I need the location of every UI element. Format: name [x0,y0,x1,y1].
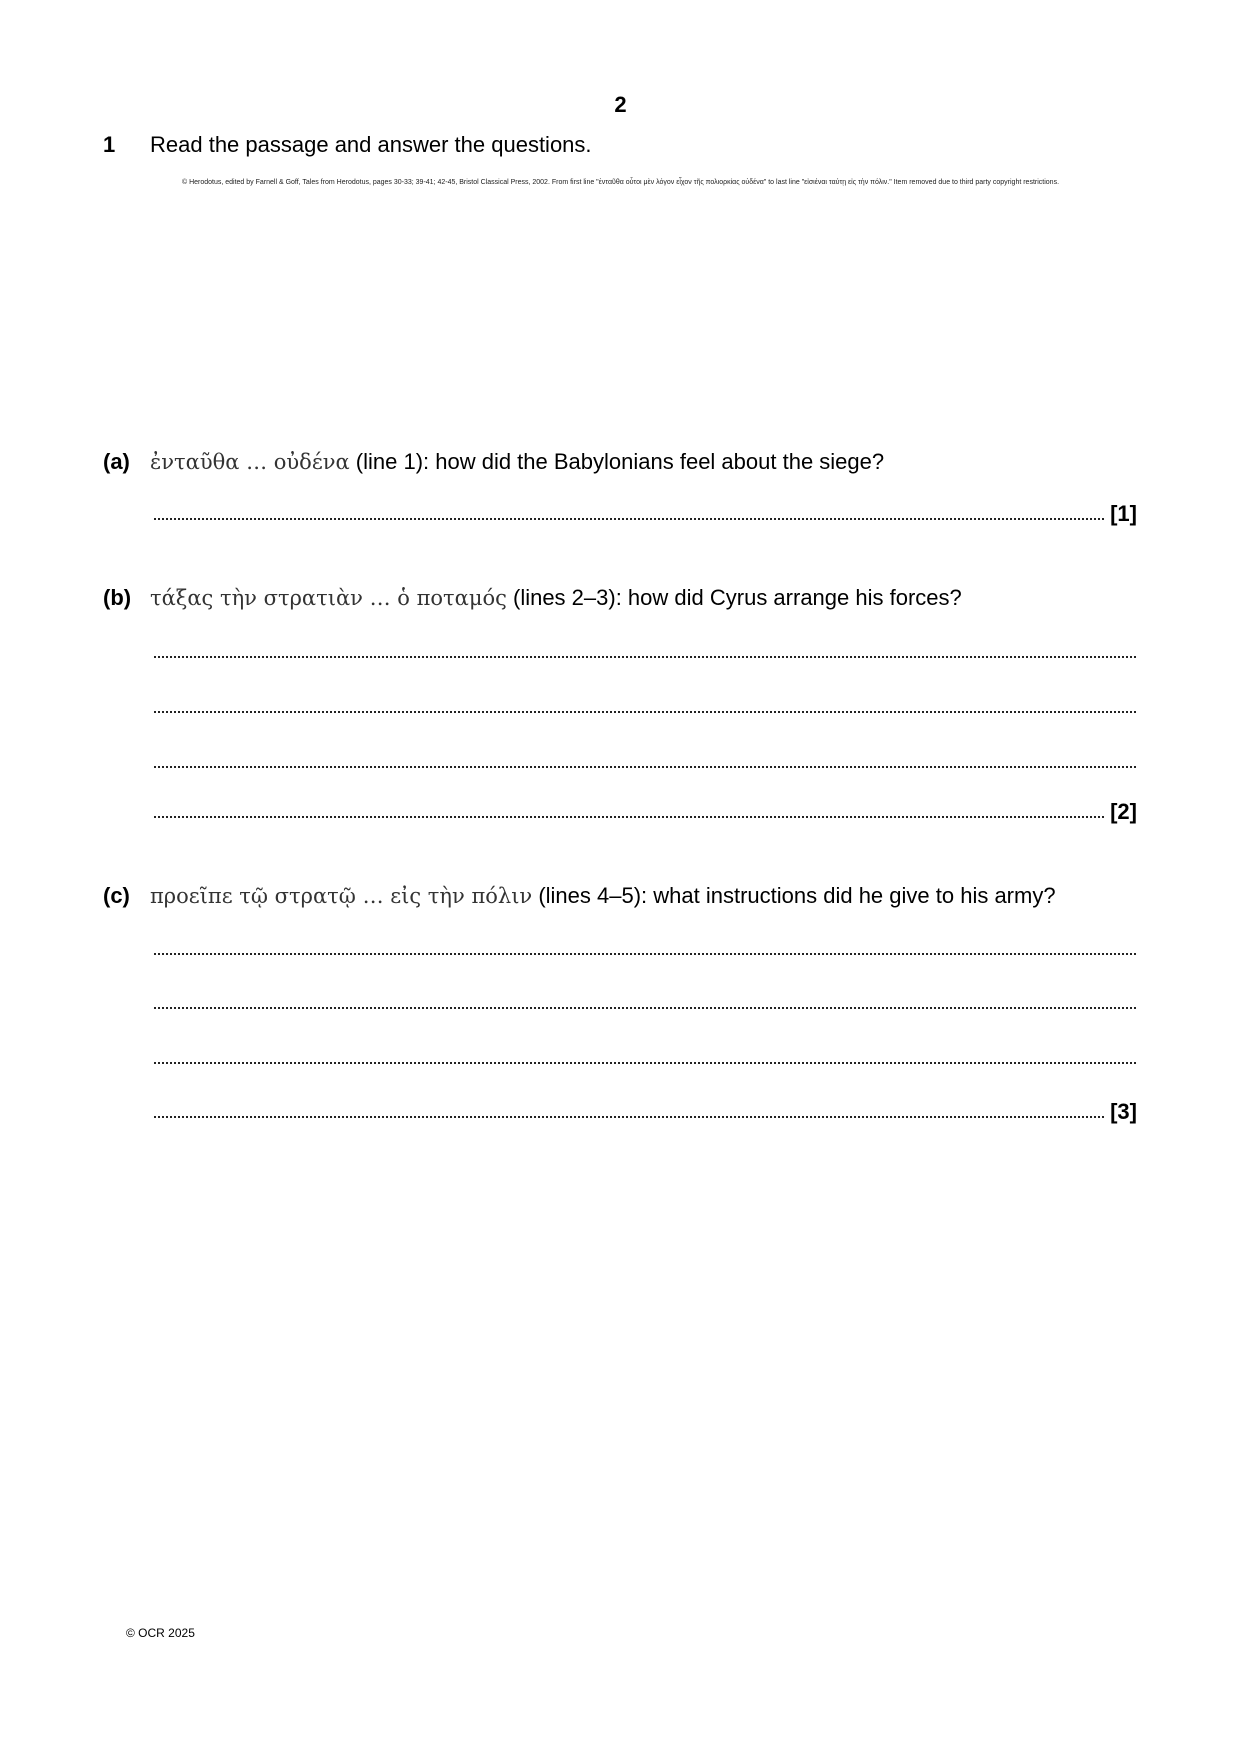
greek-reference: ἐνταῦθα … οὐδένα [150,450,350,474]
dotted-line [153,814,1104,820]
page-number: 2 [614,92,627,117]
dotted-line [153,709,1137,715]
part-label: (a) [103,449,130,474]
marks-label: [1] [1110,501,1137,526]
question-text: (line 1): how did the Babylonians feel about the siege? [349,449,885,474]
copyright-notice: © Herodotus, edited by Farnell & Goff, Tales from Herodotus, pages 30-33; 39-41; 42-45, Bristol Classical Press, 2002. From first line "ἐνταῦθα οὗτοι μὲν λόγον εἶχον τῆς πολιορκίας οὐδένα" to last line "εἰσιέναι ταύτῃ εἰς τὴν πόλιν." Item removed due to third party copyright restrictions. [181,179,1060,186]
question-text: (lines 2–3): how did Cyrus arrange his forces? [506,585,962,610]
question-part-c [103,883,1056,909]
answer-line[interactable] [153,750,1137,774]
answer-line[interactable] [153,991,1137,1015]
greek-reference: τάξας τὴν στρατιὰν … ὁ ποταμός [150,586,507,610]
dotted-line [153,516,1104,522]
question-number: 1 [103,132,116,157]
answer-line[interactable] [153,640,1137,664]
question-instruction: Read the passage and answer the questions. [150,132,592,157]
answer-line[interactable] [153,502,1137,526]
dotted-line [153,951,1137,957]
question-part-a [103,449,884,475]
greek-reference: προεῖπε τῷ στρατῷ … εἰς τὴν πόλιν [150,884,533,908]
answer-line[interactable] [153,1046,1137,1070]
dotted-line [153,654,1137,660]
question-text: (lines 4–5): what instructions did he give to his army? [532,883,1056,908]
dotted-line [153,1005,1137,1011]
part-label: (c) [103,883,130,908]
answer-line[interactable] [153,800,1137,824]
dotted-line [153,1060,1137,1066]
question-part-b [103,585,962,611]
dotted-line [153,1114,1104,1120]
answer-line[interactable] [153,937,1137,961]
part-label: (b) [103,585,132,610]
dotted-line [153,764,1137,770]
marks-label: [2] [1110,799,1137,824]
footer-copyright: © OCR 2025 [126,1626,195,1640]
marks-label: [3] [1110,1099,1137,1124]
answer-line[interactable] [153,1100,1137,1124]
answer-line[interactable] [153,695,1137,719]
